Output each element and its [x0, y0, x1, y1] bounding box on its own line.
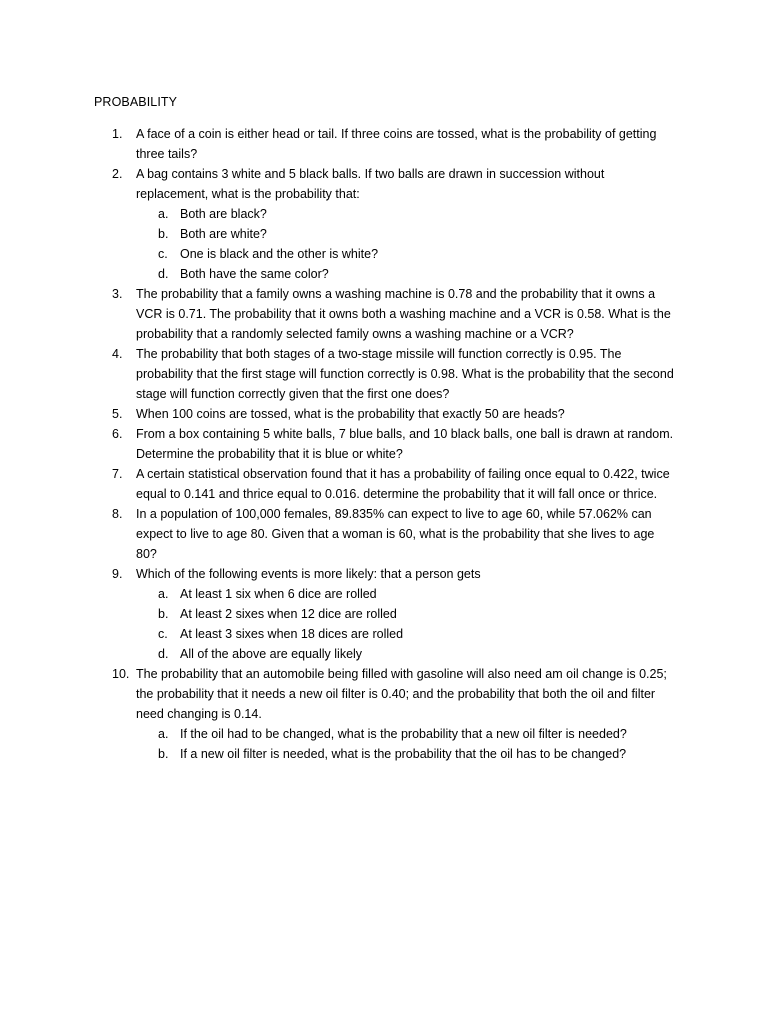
sub-question [136, 224, 676, 244]
sub-question-letter: a. [158, 587, 169, 601]
question-text: The probability that both stages of a two-stage missile will function correctly is 0.95. The probability that the first stage will function correctly is 0.98. What is the probability that the second stage will function correctly given that the first one does? [136, 347, 674, 401]
question-item [0, 164, 676, 284]
question-text: From a box containing 5 white balls, 7 blue balls, and 10 black balls, one ball is drawn at random. Determine the probability that it is blue or white? [136, 427, 674, 461]
sub-question-text: At least 2 sixes when 12 dice are rolled [180, 607, 397, 621]
question-number: 8. [112, 507, 123, 521]
sub-question [136, 584, 676, 604]
question-text: A face of a coin is either head or tail. If three coins are tossed, what is the probability of getting three tails? [136, 127, 657, 161]
question-number: 2. [112, 167, 123, 181]
sub-question-text: If a new oil filter is needed, what is the probability that the oil has to be changed? [180, 747, 627, 761]
question-item [0, 124, 676, 164]
sub-question-letter: b. [158, 747, 169, 761]
question-item [0, 424, 676, 464]
sub-question-letter: d. [158, 647, 169, 661]
sub-question-text: If the oil had to be changed, what is the probability that a new oil filter is needed? [180, 727, 627, 741]
question-number: 4. [112, 347, 123, 361]
question-number: 7. [112, 467, 123, 481]
sub-question-text: One is black and the other is white? [180, 247, 379, 261]
question-item [0, 404, 676, 424]
sub-question-text: Both are black? [180, 207, 267, 221]
sub-question-text: Both have the same color? [180, 267, 329, 281]
question-item [0, 284, 676, 344]
sub-question-letter: d. [158, 267, 169, 281]
sub-question-letter: b. [158, 227, 169, 241]
question-text: Which of the following events is more likely: that a person gets [136, 567, 481, 581]
question-number: 6. [112, 427, 123, 441]
question-item [0, 664, 676, 764]
question-text: A certain statistical observation found that it has a probability of failing once equal to 0.422, twice equal to 0.141 and thrice equal to 0.016. determine the probability that it will fall once or thrice. [136, 467, 670, 501]
sub-question-letter: c. [158, 627, 168, 641]
sub-question-letter: b. [158, 607, 169, 621]
sub-question [136, 264, 676, 284]
question-text: The probability that a family owns a washing machine is 0.78 and the probability that it owns a VCR is 0.71. The probability that it owns both a washing machine and a VCR is 0.58. What is the probability that a randomly selected family owns a washing machine or a VCR? [136, 287, 671, 341]
sub-question [136, 724, 676, 744]
sub-question [136, 624, 676, 644]
page-title: PROBABILITY [94, 95, 178, 109]
question-number: 10. [112, 667, 130, 681]
question-text: A bag contains 3 white and 5 black balls. If two balls are drawn in succession without replacement, what is the probability that: [136, 167, 605, 201]
sub-question-text: At least 3 sixes when 18 dices are rolled [180, 627, 404, 641]
sub-question-text: At least 1 six when 6 dice are rolled [180, 587, 377, 601]
sub-question-letter: c. [158, 247, 168, 261]
question-text: When 100 coins are tossed, what is the probability that exactly 50 are heads? [136, 407, 565, 421]
question-item [0, 344, 676, 404]
question-number: 9. [112, 567, 123, 581]
sub-question-text: Both are white? [180, 227, 267, 241]
question-number: 3. [112, 287, 123, 301]
question-list [0, 124, 768, 764]
sub-question [136, 244, 676, 264]
question-text: In a population of 100,000 females, 89.835% can expect to live to age 60, while 57.062% can expect to live to age 80. Given that a woman is 60, what is the probability that she lives to age 80? [136, 507, 655, 561]
question-number: 5. [112, 407, 123, 421]
question-number: 1. [112, 127, 123, 141]
question-item [0, 464, 676, 504]
sub-question-letter: a. [158, 207, 169, 221]
sub-question [136, 744, 676, 764]
question-item [0, 504, 676, 564]
sub-question-text: All of the above are equally likely [180, 647, 363, 661]
sub-question [136, 644, 676, 664]
sub-question [136, 204, 676, 224]
question-text: The probability that an automobile being filled with gasoline will also need am oil change is 0.25; the probability that it needs a new oil filter is 0.40; and the probability that both the oil and filter need changing is 0.14. [136, 667, 667, 721]
sub-question-letter: a. [158, 727, 169, 741]
question-item [0, 564, 676, 664]
sub-question [136, 604, 676, 624]
